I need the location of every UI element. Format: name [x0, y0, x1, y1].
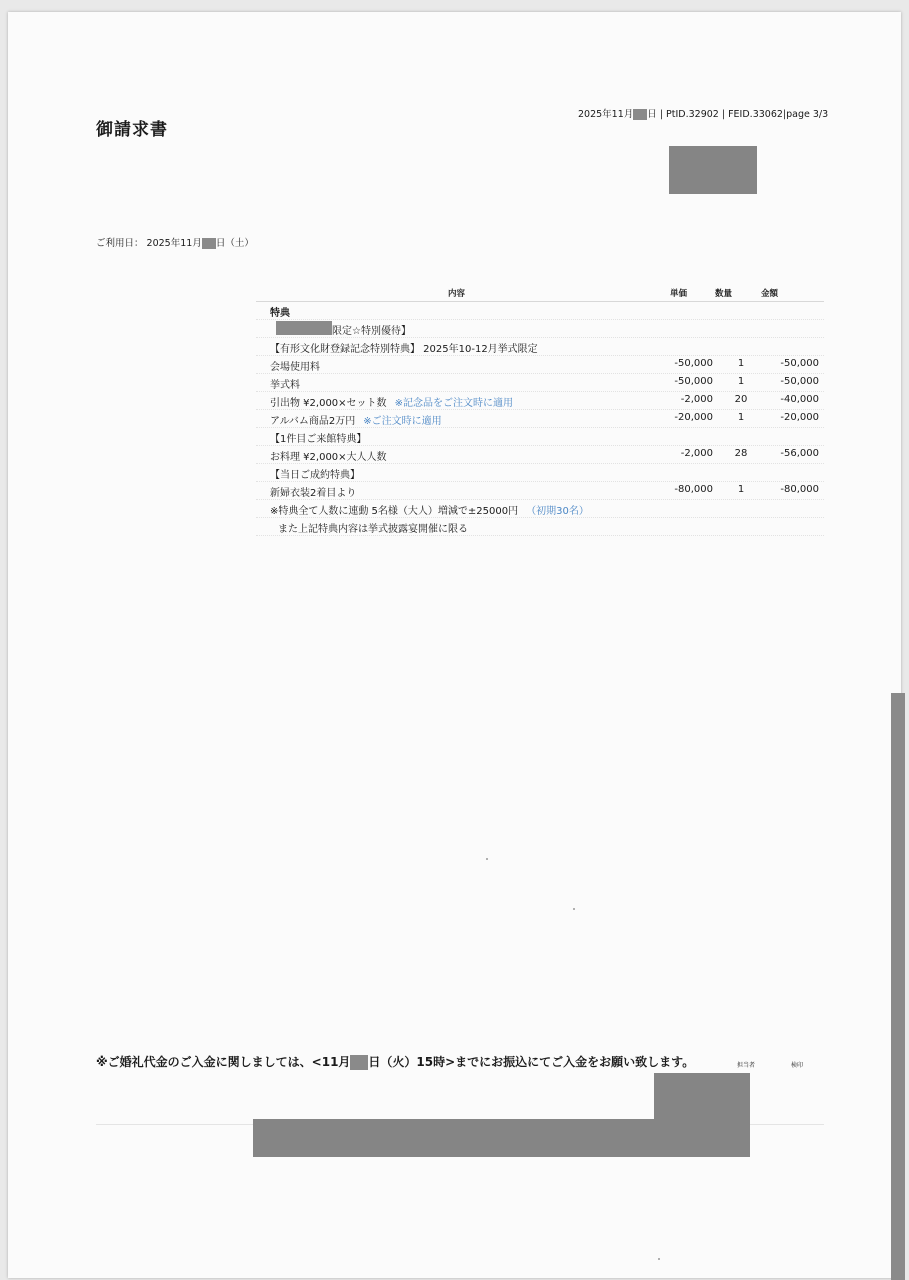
row-description	[270, 340, 538, 355]
section-title: 特典	[270, 308, 290, 319]
row-description	[270, 394, 513, 409]
promo-row	[256, 320, 824, 338]
invoice-page	[8, 12, 901, 1278]
row-unit-price: -20,000	[674, 412, 713, 423]
row-unit-price: -50,000	[674, 376, 713, 387]
notice-suffix: 日（火）15時>までにお振込にてご入金をお願い致します。	[368, 1055, 695, 1069]
row-description	[270, 484, 356, 499]
row-desc-text: 【1件目ご来館特典】	[270, 434, 367, 445]
table-row	[256, 464, 824, 482]
table-row	[256, 482, 824, 500]
use-date-label: ご利用日：	[96, 238, 144, 249]
row-amount: -20,000	[780, 412, 819, 423]
row-desc-text: 引出物 ¥2,000×セット数	[270, 398, 387, 409]
table-row	[256, 428, 824, 446]
row-description	[270, 376, 300, 391]
header-date-suffix: 日	[647, 109, 657, 120]
header-ids: | PtID.32902 | FEID.33062|page 3/3	[659, 109, 829, 120]
table-row	[256, 356, 824, 374]
row-description	[278, 520, 468, 535]
header-desc: 内容	[448, 289, 466, 299]
header-date-prefix: 2025年11月	[578, 109, 634, 120]
row-quantity: 1	[737, 376, 745, 387]
section-row	[256, 302, 824, 320]
table-row	[256, 410, 824, 428]
table-row	[256, 374, 824, 392]
row-unit-price: -80,000	[674, 484, 713, 495]
row-amount: -80,000	[780, 484, 819, 495]
payment-notice	[96, 1053, 694, 1070]
row-desc-text: お料理 ¥2,000×大人人数	[270, 452, 387, 463]
header-info	[578, 106, 828, 120]
scanner-edge-bar	[891, 693, 905, 1280]
table-row	[256, 338, 824, 356]
benefits-table	[256, 285, 824, 536]
row-amount: -56,000	[780, 448, 819, 459]
redacted-block-top	[669, 146, 757, 194]
scan-speck	[658, 1258, 660, 1260]
row-desc-text: 会場使用料	[270, 362, 320, 373]
row-desc-text: 【当日ご成約特典】	[270, 470, 360, 481]
row-desc-text: 新婦衣装2着目より	[270, 488, 357, 499]
row-unit-price: -2,000	[680, 448, 713, 459]
row-description	[270, 466, 360, 481]
row-quantity: 20	[734, 394, 748, 405]
stamp-label-check: 検印	[791, 1062, 804, 1069]
row-note: ※ご注文時に適用	[363, 416, 442, 427]
use-date	[96, 235, 254, 249]
redacted-promo-name	[276, 321, 332, 335]
row-desc-text: また上記特典内容は挙式披露宴開催に限る	[278, 524, 468, 535]
row-desc-text: ※特典全て人数に連動 5名様（大人）増減で±25000円	[270, 506, 519, 517]
row-note: （初期30名）	[526, 506, 589, 517]
row-amount: -40,000	[780, 394, 819, 405]
notice-prefix: ※ご婚礼代金のご入金に関しましては、<11月	[96, 1055, 351, 1069]
header-amount: 金額	[761, 289, 779, 299]
row-description	[270, 502, 589, 517]
row-description	[270, 430, 366, 445]
row-quantity: 1	[737, 358, 745, 369]
row-quantity: 1	[737, 484, 745, 495]
row-description	[270, 412, 442, 427]
row-quantity: 1	[737, 412, 745, 423]
row-desc-text: アルバム商品2万円	[270, 416, 356, 427]
row-quantity: 28	[734, 448, 748, 459]
document-title: 御請求書	[96, 120, 168, 140]
use-date-prefix: 2025年11月	[146, 238, 202, 249]
table-row	[256, 446, 824, 464]
table-header	[256, 285, 824, 302]
header-qty: 数量	[715, 289, 733, 299]
scan-speck	[573, 908, 575, 910]
row-desc-text: 【有形文化財登録記念特別特典】 2025年10-12月挙式限定	[270, 344, 538, 355]
row-amount: -50,000	[780, 376, 819, 387]
redacted-notice-day	[350, 1055, 368, 1070]
table-row	[256, 500, 824, 518]
redacted-address-block	[253, 1119, 750, 1157]
table-row	[256, 518, 824, 536]
row-description	[270, 448, 387, 463]
row-amount: -50,000	[780, 358, 819, 369]
stamp-label-staff: 担当者	[737, 1062, 756, 1069]
row-unit-price: -50,000	[674, 358, 713, 369]
row-note: ※記念品をご注文時に適用	[394, 398, 513, 409]
row-desc-text: 挙式料	[270, 380, 300, 391]
scan-speck	[486, 858, 488, 860]
row-unit-price: -2,000	[680, 394, 713, 405]
table-row	[256, 392, 824, 410]
redacted-use-day	[202, 238, 216, 249]
row-description	[270, 358, 320, 373]
header-price: 単価	[670, 289, 688, 299]
redacted-day	[633, 109, 647, 120]
use-date-suffix: 日（土）	[215, 238, 254, 249]
promo-suffix: 限定☆特別優待】	[332, 326, 411, 337]
